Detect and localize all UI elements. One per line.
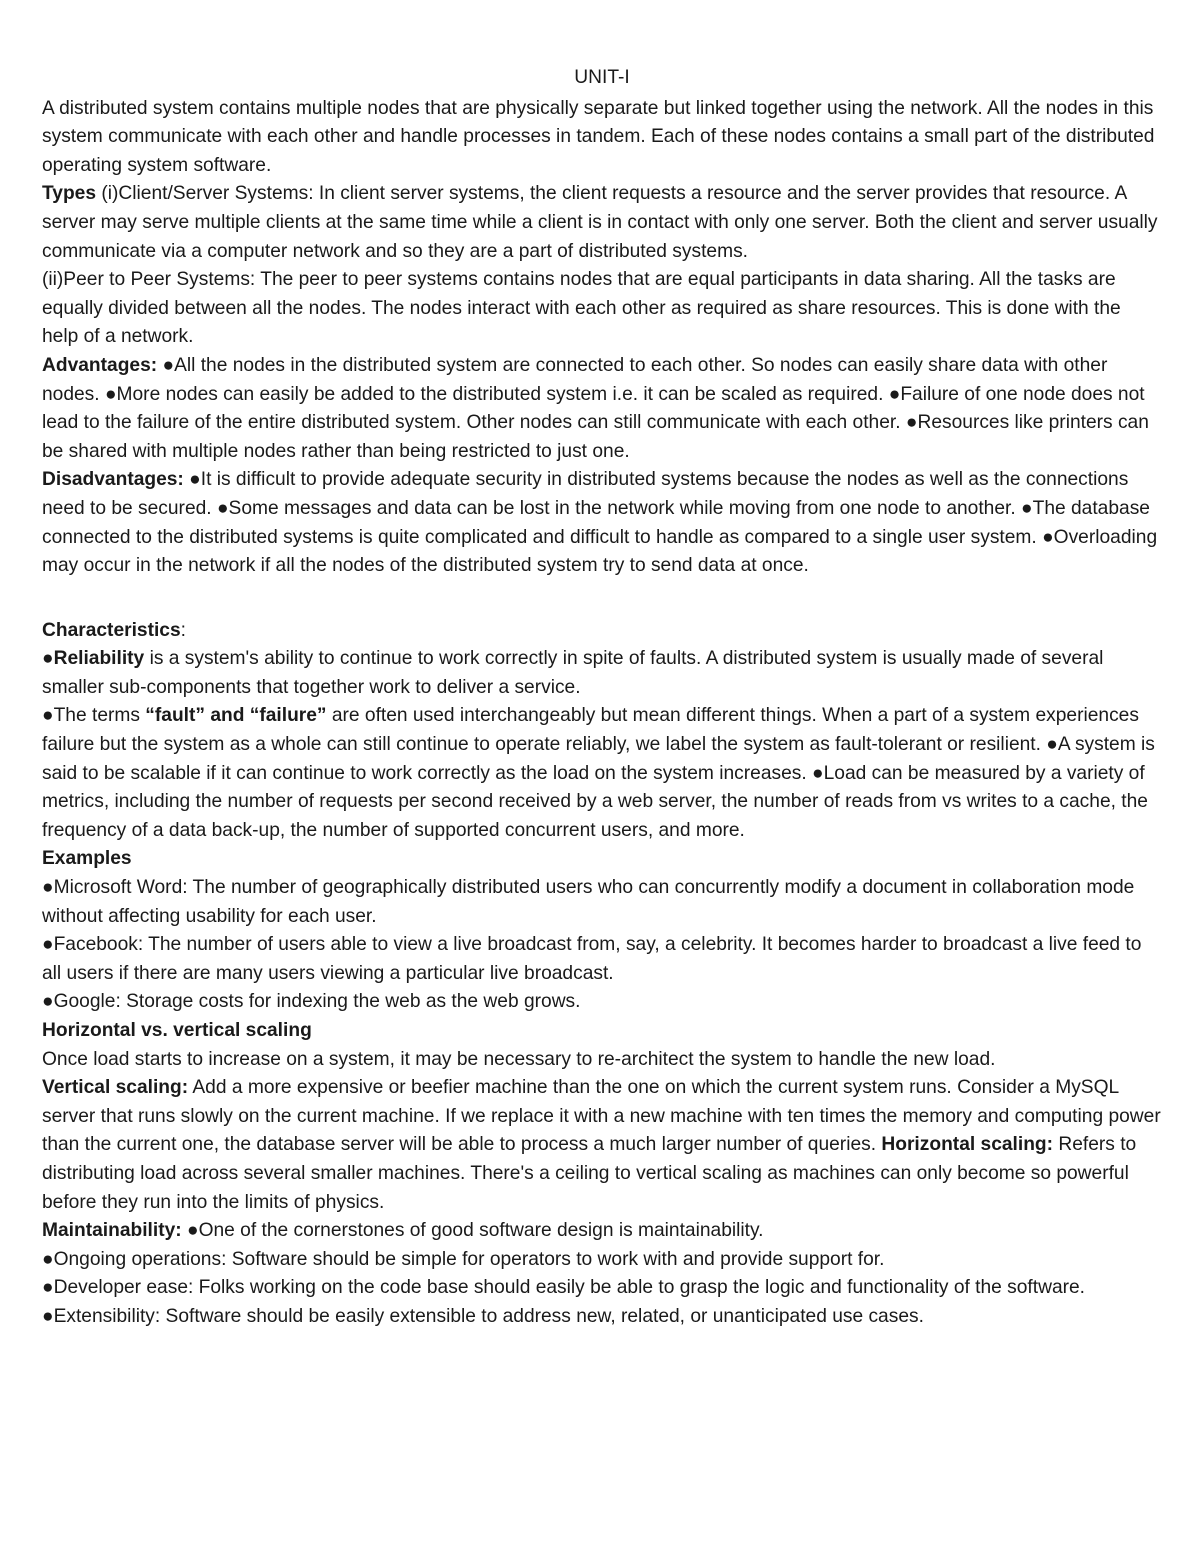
maintainability-item: ●Ongoing operations: Software should be simple for operators to work with and provide support for.: [42, 1248, 885, 1270]
examples-heading: [42, 845, 1162, 874]
disadvantages-text: ●It is difficult to provide adequate security in distributed systems because the nodes as well as the connections need to be secured. ●Some messages and data can be lost in the network while moving from one node to another. ●The database connected to the distributed systems is quite complicated and difficult to handle as compared to a single user system. ●Overloading may occur in the network if all the nodes of the distributed system try to send data at once.: [42, 469, 1158, 577]
vertical-scaling-label: Vertical scaling:: [42, 1077, 189, 1099]
advantages-text: ●All the nodes in the distributed system are connected to each other. So nodes can easily share data with other nodes. ●More nodes can easily be added to the distributed system i.e. it can be scaled as required. ●Failure of one node does not lead to the failure of the entire distributed system. Other nodes can still communicate with each other. ●Resources like printers can be shared with multiple nodes rather than being restricted to just one.: [42, 354, 1149, 462]
reliability-bullet: ●: [42, 648, 54, 670]
advantages-label: Advantages:: [42, 354, 158, 376]
characteristics-colon: :: [180, 619, 186, 641]
fault-label: “fault” and “failure”: [145, 705, 327, 727]
section-gap: [42, 581, 1162, 617]
vertical-scaling-text: Add a more expensive or beefier machine than the one on which the current system runs. Consider a MySQL server that runs slowly on the current machine. If we replace it with a new machine with ten times the memory and computing power than the current one, the database server will be able to process a much larger number of queries.: [42, 1077, 1161, 1156]
maintainability-paragraph: [42, 1217, 1162, 1246]
types-client-server-text: (i)Client/Server Systems: In client server systems, the client requests a resource and the server provides that resource. A server may serve multiple clients at the same time while a client is in contact with only one server. Both the client and server usually communicate via a computer network and so they are a part of distributed systems.: [42, 183, 1158, 262]
horizontal-scaling-text: Refers to distributing load across several smaller machines. There's a ceiling to vertical scaling as machines can only become so powerful before they run into the limits of physics.: [42, 1134, 1137, 1213]
types-peer-paragraph: (ii)Peer to Peer Systems: The peer to peer systems contains nodes that are equal participants in data sharing. All the tasks are equally divided between all the nodes. The nodes interact with each other as required as share resources. This is done with the help of a network.: [42, 269, 1121, 348]
examples-label: Examples: [42, 848, 132, 870]
scaling-label: Horizontal vs. vertical scaling: [42, 1020, 312, 1041]
characteristics-label: Characteristics: [42, 619, 181, 641]
reliability-paragraph: [42, 645, 1162, 702]
types-label: Types: [42, 183, 97, 205]
types-paragraph: [42, 180, 1162, 266]
intro-paragraph: A distributed system contains multiple nodes that are physically separate but linked together using the network. All the nodes in this system communicate with each other and handle processes in tandem. Each of these nodes contains a small part of the distributed operating system software.: [42, 97, 1155, 176]
characteristics-heading: [42, 617, 1162, 646]
fault-paragraph: [42, 702, 1162, 845]
fault-prefix: ●The terms: [42, 705, 146, 727]
reliability-text: is a system's ability to continue to work correctly in spite of faults. A distributed system is usually made of several smaller sub-components that together work to deliver a service.: [42, 648, 1104, 698]
maintainability-item: ●Developer ease: Folks working on the code base should easily be able to grasp the logic and functionality of the software. ●Extensibility: Software should be easily extensible to address new, related, or unanticipated use cases.: [42, 1277, 1086, 1327]
document-page: [42, 64, 1162, 1332]
page-title: UNIT-I: [574, 67, 630, 88]
advantages-paragraph: [42, 352, 1162, 466]
example-item: ●Google: Storage costs for indexing the web as the web grows.: [42, 991, 581, 1013]
disadvantages-paragraph: [42, 466, 1162, 580]
scaling-paragraph: [42, 1074, 1162, 1217]
reliability-label: Reliability: [53, 648, 145, 670]
fault-text: are often used interchangeably but mean different things. When a part of a system experiences failure but the system as a whole can still continue to operate reliably, we label the system as fault-tolerant or resilient. ●A system is said to be scalable if it can continue to work correctly as the load on the system increases. ●Load can be measured by a variety of metrics, including the number of requests per second received by a web server, the number of reads from vs writes to a cache, the frequency of a data back-up, the number of supported concurrent users, and more.: [42, 705, 1155, 841]
horizontal-scaling-label: Horizontal scaling:: [881, 1134, 1054, 1156]
scaling-heading: [42, 1017, 1162, 1046]
scaling-intro: Once load starts to increase on a system, it may be necessary to re-architect the system to handle the new load.: [42, 1048, 996, 1070]
maintainability-label: Maintainability:: [42, 1220, 182, 1242]
example-item: ●Microsoft Word: The number of geographically distributed users who can concurrently modify a document in collaboration mode without affecting usability for each user.: [42, 877, 1135, 927]
disadvantages-label: Disadvantages:: [42, 469, 184, 491]
maintainability-text: ●One of the cornerstones of good software design is maintainability.: [181, 1220, 764, 1242]
example-item: ●Facebook: The number of users able to view a live broadcast from, say, a celebrity. It becomes harder to broadcast a live feed to all users if there are many users viewing a particular live broadcast.: [42, 934, 1142, 984]
